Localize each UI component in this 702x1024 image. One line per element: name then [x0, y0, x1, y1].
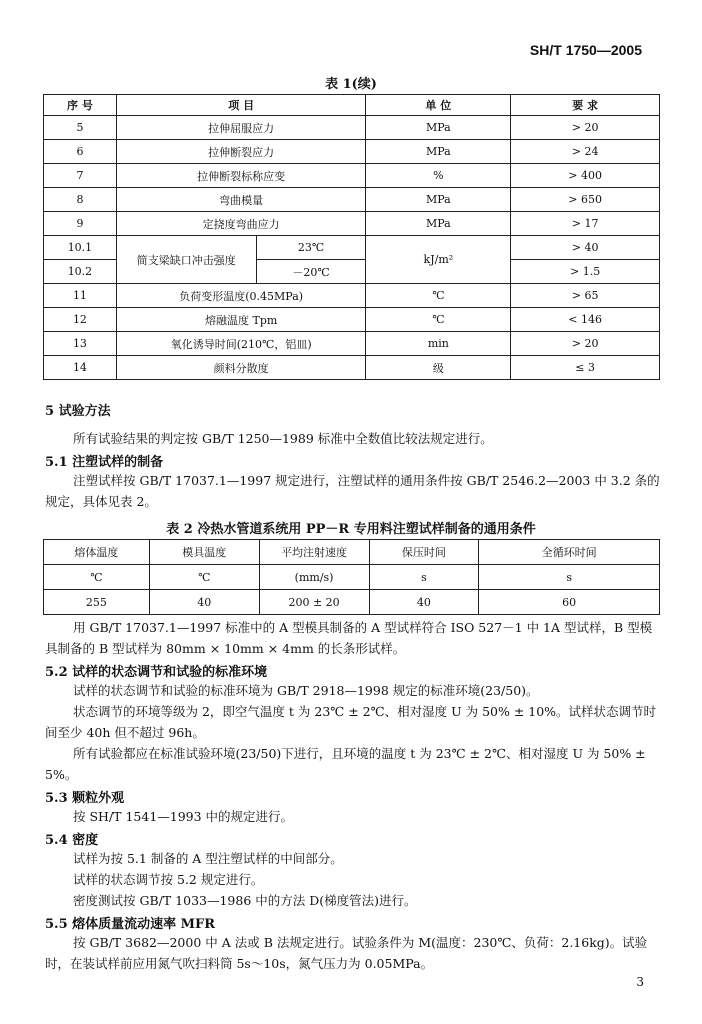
section-5-5-title: 5.5 熔体质量流动速率 MFR [45, 917, 216, 932]
section-5-4-title: 5.4 密度 [45, 833, 99, 848]
table-row [44, 140, 660, 164]
cell-value: 255 [44, 590, 150, 615]
cell-no: 8 [44, 188, 117, 212]
cell-no: 9 [44, 212, 117, 236]
section-5-3-text: 按 SH/T 1541—1993 中的规定进行。 [73, 809, 294, 824]
cell-no: 10.1 [44, 236, 117, 260]
table-row [44, 356, 660, 380]
table-row [44, 332, 660, 356]
standard-header: SH/T 1750—2005 [529, 42, 642, 58]
table1-header-row [44, 95, 660, 116]
th-unit: (mm/s) [259, 565, 369, 590]
cell-no: 14 [44, 356, 117, 380]
cell-item: 弯曲模量 [116, 188, 366, 212]
table-row [44, 188, 660, 212]
th-melt-temp: 熔体温度 [44, 540, 150, 565]
table-row [44, 116, 660, 140]
cell-condition: 23℃ [256, 236, 366, 260]
th-unit: 单 位 [366, 95, 511, 116]
cell-req: > 400 [511, 164, 660, 188]
cell-no: 6 [44, 140, 117, 164]
cell-unit: kJ/m² [366, 236, 511, 284]
th-unit: ℃ [44, 565, 150, 590]
cell-req: > 17 [511, 212, 660, 236]
cell-value: 60 [479, 590, 660, 615]
cell-item: 负荷变形温度(0.45MPa) [116, 284, 366, 308]
table-row [44, 164, 660, 188]
section-5-2-title: 5.2 试样的状态调节和试验的标准环境 [45, 665, 268, 680]
cell-no: 5 [44, 116, 117, 140]
section-5-4-p2: 试样的状态调节按 5.2 规定进行。 [73, 872, 264, 887]
table1 [43, 94, 660, 380]
table2-header-row-1 [44, 540, 660, 565]
cell-req: > 65 [511, 284, 660, 308]
section-5-2-p2: 状态调节的环境等级为 2，即空气温度 t 为 23℃ ± 2℃、相对湿度 U 为 50% ± 10%。试样状态调节时间至少 40h 但不超过 96h。 [45, 704, 657, 740]
cell-unit: MPa [366, 188, 511, 212]
cell-req: > 20 [511, 332, 660, 356]
cell-item: 拉伸断裂标称应变 [116, 164, 366, 188]
th-mold-temp: 模具温度 [149, 540, 259, 565]
table2-header-row-2 [44, 565, 660, 590]
section-5-4-p1: 试样为按 5.1 制备的 A 型注塑试样的中间部分。 [73, 851, 343, 866]
section-5-1-title: 5.1 注塑试样的制备 [45, 455, 164, 470]
cell-item: 拉伸断裂应力 [116, 140, 366, 164]
th-no: 序 号 [44, 95, 117, 116]
cell-item: 简支梁缺口冲击强度 [116, 236, 256, 284]
th-hold-time: 保压时间 [369, 540, 479, 565]
section-5-1-text-2: 用 GB/T 17037.1—1997 标准中的 A 型模具制备的 A 型试样符合 ISO 527－1 中 1A 型试样，B 型模具制备的 B 型试样为 80mm × 10mm × 4mm 的长条形试样。 [45, 620, 653, 656]
cell-unit: MPa [366, 212, 511, 236]
cell-item: 颜料分散度 [116, 356, 366, 380]
cell-item: 定挠度弯曲应力 [116, 212, 366, 236]
cell-req: < 146 [511, 308, 660, 332]
th-item: 项 目 [116, 95, 366, 116]
cell-req: > 20 [511, 116, 660, 140]
section-5-text: 所有试验结果的判定按 GB/T 1250—1989 标准中全数值比较法规定进行。 [73, 431, 493, 446]
cell-item: 熔融温度 Tpm [116, 308, 366, 332]
table2-caption: 表 2 冷热水管道系统用 PP－R 专用料注塑试样制备的通用条件 [166, 522, 536, 537]
cell-no: 13 [44, 332, 117, 356]
th-injection-speed: 平均注射速度 [259, 540, 369, 565]
cell-req: > 40 [511, 236, 660, 260]
cell-req: ≤ 3 [511, 356, 660, 380]
cell-unit: MPa [366, 116, 511, 140]
cell-no: 7 [44, 164, 117, 188]
cell-unit: ℃ [366, 284, 511, 308]
section-5-2-p1: 试样的状态调节和试验的标准环境为 GB/T 2918—1998 规定的标准环境(23/50)。 [73, 683, 539, 698]
section-5-5-text: 按 GB/T 3682—2000 中 A 法或 B 法规定进行。试验条件为 M(温度：230℃、负荷：2.16kg)。试验时，在装试样前应用氮气吹扫料筒 5s～10s，氮气压力为 0.05MPa。 [45, 935, 648, 971]
th-cycle-time: 全循环时间 [479, 540, 660, 565]
cell-no: 11 [44, 284, 117, 308]
table-row [44, 284, 660, 308]
th-unit: s [369, 565, 479, 590]
th-unit: s [479, 565, 660, 590]
section-5-1-text: 注塑试样按 GB/T 17037.1—1997 规定进行，注塑试样的通用条件按 GB/T 2546.2—2003 中 3.2 条的规定，具体见表 2。 [45, 473, 660, 509]
cell-unit: min [366, 332, 511, 356]
section-5-3-title: 5.3 颗粒外观 [45, 791, 125, 806]
cell-req: > 1.5 [511, 260, 660, 284]
cell-no: 12 [44, 308, 117, 332]
cell-req: > 24 [511, 140, 660, 164]
cell-value: 200 ± 20 [259, 590, 369, 615]
cell-item: 拉伸屈服应力 [116, 116, 366, 140]
cell-no: 10.2 [44, 260, 117, 284]
cell-unit: ℃ [366, 308, 511, 332]
table2 [43, 539, 660, 615]
section-5-2-p3: 所有试验都应在标准试验环境(23/50)下进行，且环境的温度 t 为 23℃ ± 2℃、相对湿度 U 为 50% ± 5%。 [45, 746, 646, 782]
cell-req: > 650 [511, 188, 660, 212]
cell-unit: 级 [366, 356, 511, 380]
page-number: 3 [636, 975, 644, 989]
th-req: 要 求 [511, 95, 660, 116]
table-row [44, 590, 660, 615]
section-5-4-p3: 密度测试按 GB/T 1033—1986 中的方法 D(梯度管法)进行。 [73, 893, 417, 908]
th-unit: ℃ [149, 565, 259, 590]
table-row [44, 236, 660, 260]
table1-caption: 表 1(续) [325, 77, 377, 92]
table-row [44, 212, 660, 236]
table-row [44, 308, 660, 332]
cell-value: 40 [369, 590, 479, 615]
cell-value: 40 [149, 590, 259, 615]
cell-unit: % [366, 164, 511, 188]
cell-condition: －20℃ [256, 260, 366, 284]
cell-unit: MPa [366, 140, 511, 164]
cell-item: 氧化诱导时间(210℃，铝皿) [116, 332, 366, 356]
section-5-title: 5 试验方法 [45, 404, 111, 419]
